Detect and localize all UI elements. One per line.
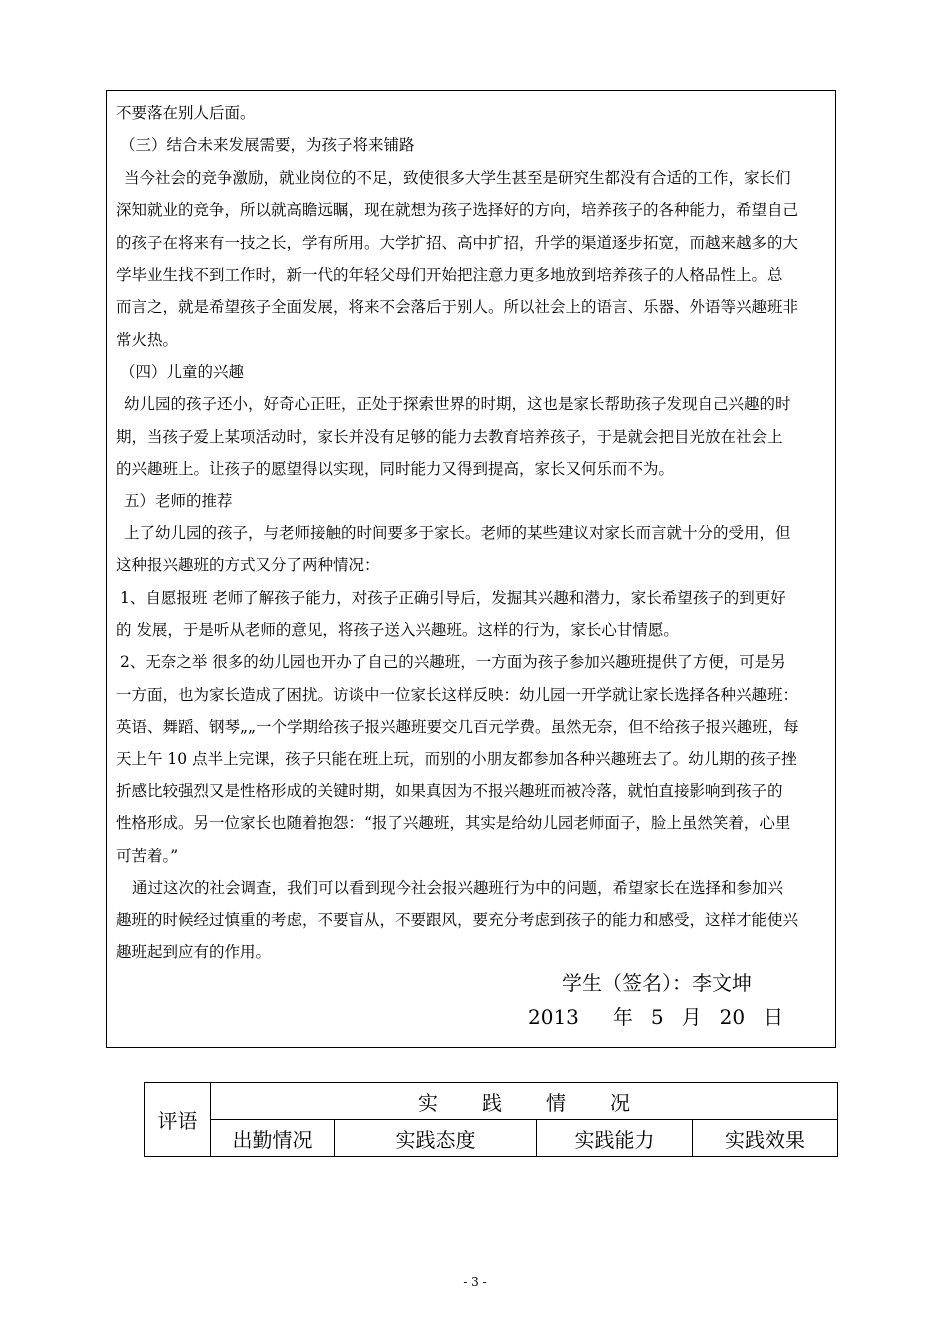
body-line: 的孩子在将来有一技之长，学有所用。大学扩招、高中扩招，升学的渠道逐步拓宽，而越来越多的大 bbox=[116, 234, 799, 252]
evaluation-row-label: 评语 bbox=[145, 1083, 211, 1157]
date-day: 20 bbox=[719, 1005, 746, 1029]
body-line: 这种报兴趣班的方式又分了两种情况： bbox=[116, 556, 380, 574]
body-line: 期，当孩子爱上某项活动时，家长并没有足够的能力去教育培养孩子，于是就会把目光放在社会上 bbox=[116, 428, 783, 446]
body-line: 性格形成。另一位家长也随着抱怨：“报了兴趣班，其实是给幼儿园老师面子，脸上虽然笑着，心里 bbox=[116, 814, 791, 832]
body-line: 的 发展，于是听从老师的意见，将孩子送入兴趣班。这样的行为，家长心甘情愿。 bbox=[116, 621, 679, 639]
date-year: 2013 bbox=[528, 1005, 579, 1029]
date-month: 5 bbox=[650, 1005, 664, 1029]
body-line: 深知就业的竞争，所以就高瞻远瞩，现在就想为孩子选择好的方向，培养孩子的各种能力，希望自己 bbox=[116, 201, 799, 219]
body-line: 常火热。 bbox=[116, 331, 179, 349]
column-effect: 实践效果 bbox=[693, 1120, 838, 1157]
body-line: 趣班起到应有的作用。 bbox=[116, 943, 272, 961]
body-line: 通过这次的社会调查，我们可以看到现今社会报兴趣班行为中的问题，希望家长在选择和参加兴 bbox=[132, 879, 784, 897]
practice-status-header: 实 践 情 况 bbox=[211, 1083, 838, 1120]
body-line: 可苦着。” bbox=[116, 847, 179, 865]
body-line: 当今社会的竞争激励，就业岗位的不足，致使很多大学生甚至是研究生都没有合适的工作，家长们 bbox=[124, 169, 791, 187]
body-line: 折感比较强烈又是性格形成的关键时期，如果真因为不报兴趣班而被冷落，就怕直接影响到孩子的 bbox=[116, 782, 783, 800]
body-line: 天上午 10 点半上完课，孩子只能在班上玩，而别的小朋友都参加各种兴趣班去了。幼儿期的孩子挫 bbox=[116, 750, 797, 768]
date-year-unit: 年 bbox=[612, 1005, 633, 1029]
body-line: 幼儿园的孩子还小，好奇心正旺，正处于探索世界的时期，这也是家长帮助孩子发现自己兴趣的时 bbox=[124, 395, 791, 413]
evaluation-table bbox=[144, 1082, 838, 1157]
body-line: 上了幼儿园的孩子，与老师接触的时间要多于家长。老师的某些建议对家长而言就十分的受用，但 bbox=[124, 524, 791, 542]
date-day-unit: 日 bbox=[763, 1005, 784, 1029]
body-line: 1、自愿报班 老师了解孩子能力，对孩子正确引导后，发掘其兴趣和潜力，家长希望孩子的到更好 bbox=[120, 589, 786, 607]
page-number: - 3 - bbox=[463, 1275, 487, 1289]
student-signature: 学生（签名）：李文坤 bbox=[562, 971, 752, 995]
date-month-unit: 月 bbox=[681, 1005, 702, 1029]
body-line: 不要落在别人后面。 bbox=[116, 104, 256, 122]
body-line: 英语、舞蹈、钢琴„„一个学期给孩子报兴趣班要交几百元学费。虽然无奈，但不给孩子报兴趣班，每 bbox=[116, 718, 799, 736]
body-line: 的兴趣班上。让孩子的愿望得以实现，同时能力又得到提高，家长又何乐而不为。 bbox=[116, 460, 675, 478]
column-attendance: 出勤情况 bbox=[211, 1120, 335, 1157]
body-line: 一方面，也为家长造成了困扰。访谈中一位家长这样反映：幼儿园一开学就让家长选择各种兴趣班： bbox=[116, 686, 799, 704]
body-line: 趣班的时候经过慎重的考虑，不要盲从，不要跟风，要充分考虑到孩子的能力和感受，这样才能使兴 bbox=[116, 911, 799, 929]
column-ability: 实践能力 bbox=[537, 1120, 693, 1157]
signature-date bbox=[528, 1004, 783, 1030]
body-line: 2、无奈之举 很多的幼儿园也开办了自己的兴趣班，一方面为孩子参加兴趣班提供了方便，可是另 bbox=[120, 653, 786, 671]
section-heading: 五）老师的推荐 bbox=[124, 492, 233, 510]
body-line: 而言之，就是希望孩子全面发展，将来不会落后于别人。所以社会上的语言、乐器、外语等兴趣班非 bbox=[116, 298, 799, 316]
section-heading: （四）儿童的兴趣 bbox=[120, 363, 245, 381]
column-attitude: 实践态度 bbox=[335, 1120, 537, 1157]
body-line: 学毕业生找不到工作时，新一代的年轻父母们开始把注意力更多地放到培养孩子的人格品性上。总 bbox=[116, 266, 783, 284]
section-heading: （三）结合未来发展需要，为孩子将来铺路 bbox=[120, 136, 415, 154]
